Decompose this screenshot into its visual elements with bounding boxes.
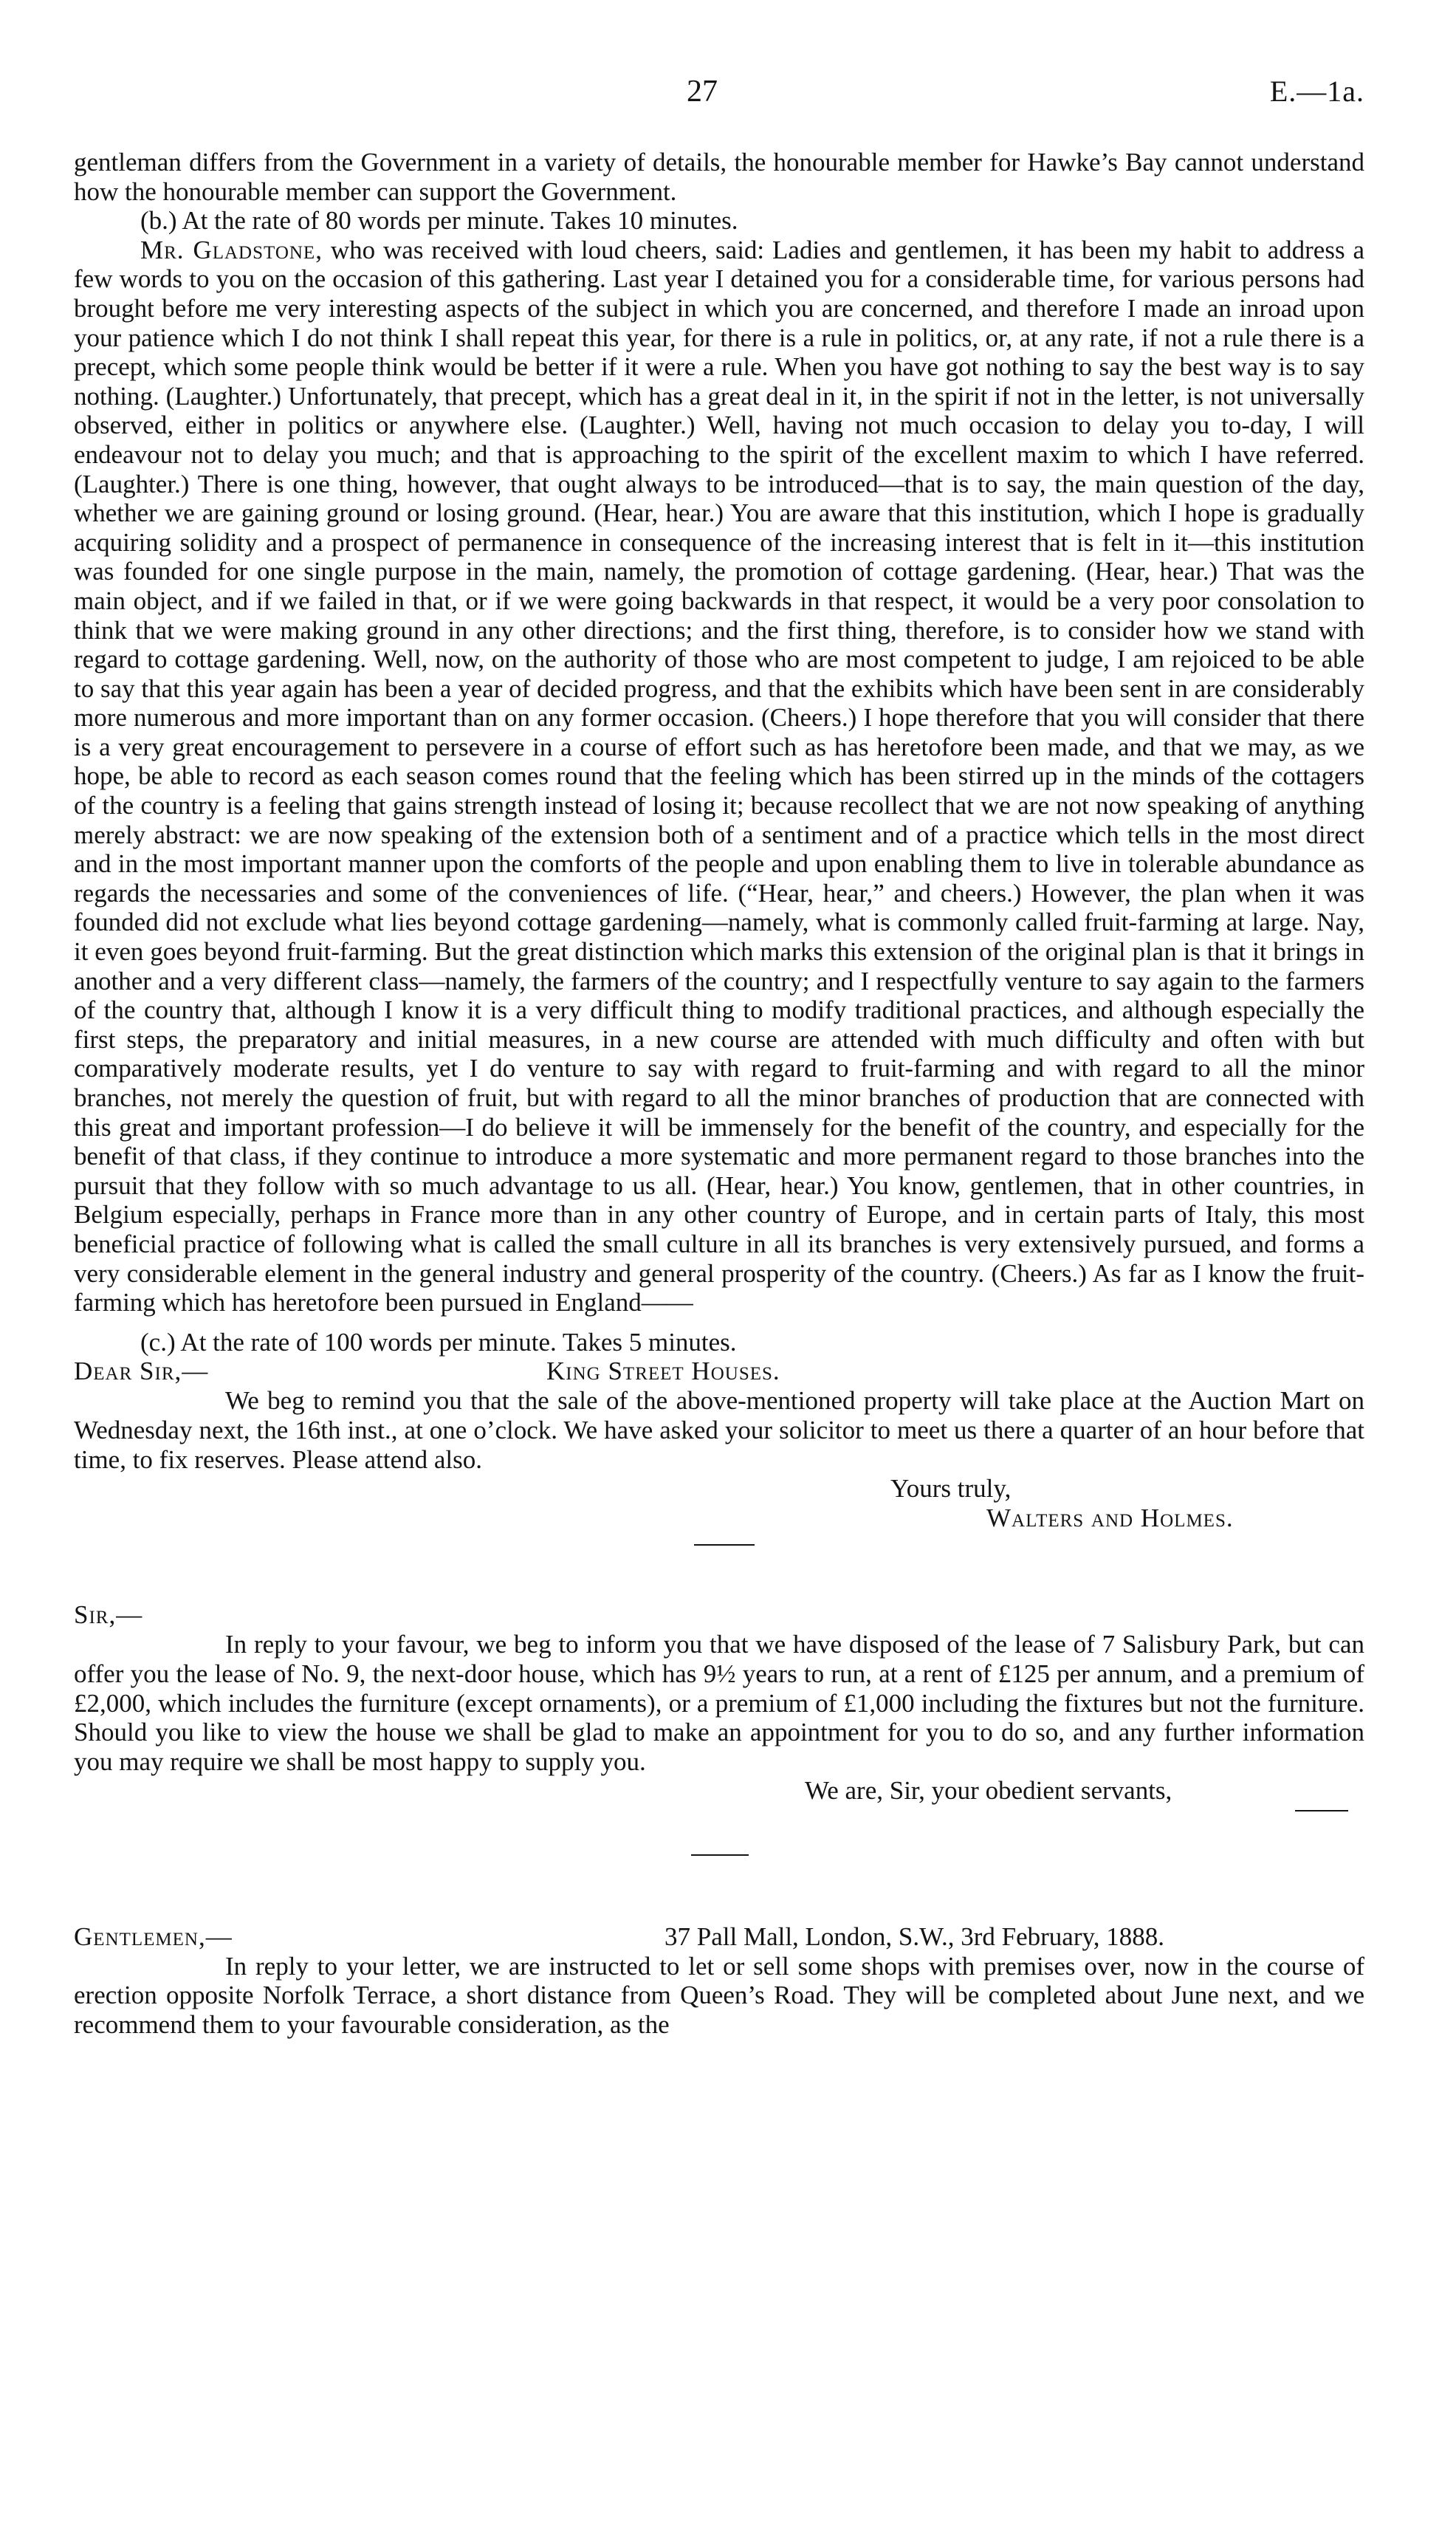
letter-2-head	[74, 1600, 1364, 1630]
letter-1-address: King Street Houses.	[546, 1357, 780, 1386]
spacer	[74, 1546, 1364, 1600]
page-number: 27	[687, 75, 718, 109]
signature-line	[1295, 1810, 1348, 1811]
speech-paragraph	[74, 236, 1364, 1317]
spacer	[74, 1856, 1364, 1922]
letter-3-salutation: Gentlemen,—	[74, 1922, 233, 1951]
page-header	[0, 74, 1456, 118]
section-c-heading: (c.) At the rate of 100 words per minute. Takes 5 minutes.	[140, 1327, 737, 1357]
spacer	[74, 1317, 1364, 1328]
letter-1-signature: Walters and Holmes.	[986, 1503, 1234, 1532]
letter-1-body: We beg to remind you that the sale of the above-mentioned property will take place at the Auction Mart on Wednesday next, the 16th inst., at one o’clock. We have asked your solicitor to meet us there a quarter of an hour before that time, to fix reserves. Please attend also.	[74, 1386, 1364, 1474]
letter-3-head	[74, 1922, 1364, 1952]
letter-1-head	[74, 1357, 1364, 1386]
speech-text: who was received with loud cheers, said: Ladies and gentlemen, it has been my habit to address a few words to you on the occasion of this gathering. Last year I detained you for a considerable time, for various persons had brought before me very interesting aspects of the subject in which you are concerned, and therefore I made an inroad upon your patience which I do not think I shall repeat this year, for there is a rule in politics, or, at any rate, if not a rule there is a precept, which some people think would be better if it were a rule. When you have got nothing to say the best way is to say nothing. (Laughter.) Unfortunately, that precept, which has a great deal in it, in the spirit if not in the letter, is not universally observed, either in politics or anywhere else. (Laughter.) Well, having not much occasion to delay you to-day, I will endeavour not to delay you much; and that is approaching to the spirit of the excellent maxim to which I have referred. (Laughter.) There is one thing, however, that ought always to be introduced—that is to say, the main question of the day, whether we are gaining ground or losing ground. (Hear, hear.) You are aware that this institution, which I hope is gradually acquiring solidity and a prospect of permanence in consequence of the increasing interest that is felt in it—this institution was founded for one single purpose in the main, namely, the promotion of cottage gardening. (Hear, hear.) That was the main object, and if we failed in that, or if we were going backwards in that respect, it would be a very poor consolation to think that we were making ground in any other directions; and the first thing, therefore, is to consider how we stand with regard to cottage gardening. Well, now, on the authority of those who are most competent to judge, I am rejoiced to be able to say that this year again has been a year of decided progress, and that the exhibits which have been sent in are considerably more numerous and more important than on any former occasion. (Cheers.) I hope therefore that you will consider that there is a very great encouragement to persevere in a course of effort such as has heretofore been made, and that we may, as we hope, be able to record as each season comes round that the feeling which has been stirred up in the minds of the cottagers of the country is a feeling that gains strength instead of losing it; because recollect that we are not now speaking of anything merely abstract: we are now speaking of the extension both of a sentiment and of a practice which tells in the most direct and in the most important manner upon the comforts of the people and upon enabling them to live in tolerable abundance as regards the necessaries and some of the conveniences of life. (“Hear, hear,” and cheers.) However, the plan when it was founded did not exclude what lies beyond cottage gardening—namely, what is commonly called fruit-farming at large. Nay, it even goes beyond fruit-farming. But the great distinction which marks this extension of the original plan is that it brings in another and a very different class—namely, the farmers of the country; and I respectfully venture to say again to the farmers of the country that, although I know it is a very difficult thing to modify traditional practices, and although especially the first steps, the preparatory and initial measures, in a new course are attended with much difficulty and often with but comparatively moderate results, yet I do venture to say with regard to fruit-farming and with regard to all the minor branches, not merely the question of fruit, but with regard to all the minor branches of production that are connected with this great and important profession—I do believe it will be immensely for the benefit of the country, and especially for the benefit of that class, if they continue to introduce a more systematic and more permanent regard to those branches into the pursuit that they follow with so much advantage to us all. (Hear, hear.) You know, gentlemen, that in other countries, in Belgium especially, perhaps in France more than in any other country of Europe, and in certain parts of Italy, this most beneficial practice of following what is called the small culture in all its branches is very extensively pursued, and forms a very considerable element in the general industry and general prosperity of the country. (Cheers.) As far as I know the fruit-farming which has heretofore been pursued in England——	[74, 235, 1364, 1317]
letter-2-salutation: Sir,—	[74, 1600, 143, 1630]
section-b-heading: (b.) At the rate of 80 words per minute. Takes 10 minutes.	[140, 206, 738, 236]
letter-3-body: In reply to your letter, we are instructed to let or sell some shops with premises over, now in the course of erection opposite Norfolk Terrace, a short distance from Queen’s Road. They will be completed about June next, and we recommend them to your favourable consideration, as the	[74, 1951, 1364, 2040]
page-body	[74, 148, 1364, 2040]
letter-1-closing: Yours truly,	[890, 1474, 1012, 1504]
letter-2-body: In reply to your favour, we beg to inform you that we have disposed of the lease of 7 Salisbury Park, but can offer you the lease of No. 9, the next-door house, which has 9½ years to run, at a rent of £125 per annum, and a premium of £2,000, which includes the furniture (except ornaments), or a premium of £1,000 including the fixtures but not the furniture. Should you like to view the house we shall be glad to make an appointment for you to do so, and any further information you may require we shall be most happy to supply you.	[74, 1630, 1364, 1776]
document-code: E.—1a.	[1269, 75, 1364, 108]
letter-1-salutation: Dear Sir,—	[74, 1357, 209, 1386]
letter-2-closing: We are, Sir, your obedient servants,	[805, 1776, 1172, 1806]
letter-3-dateline: 37 Pall Mall, London, S.W., 3rd February, 1888.	[665, 1922, 1164, 1951]
opening-paragraph: gentleman differs from the Government in a variety of details, the honourable member for Hawke’s Bay cannot understand how the honourable member can support the Government.	[74, 148, 1364, 206]
speaker-name: Mr. Gladstone,	[140, 235, 323, 264]
